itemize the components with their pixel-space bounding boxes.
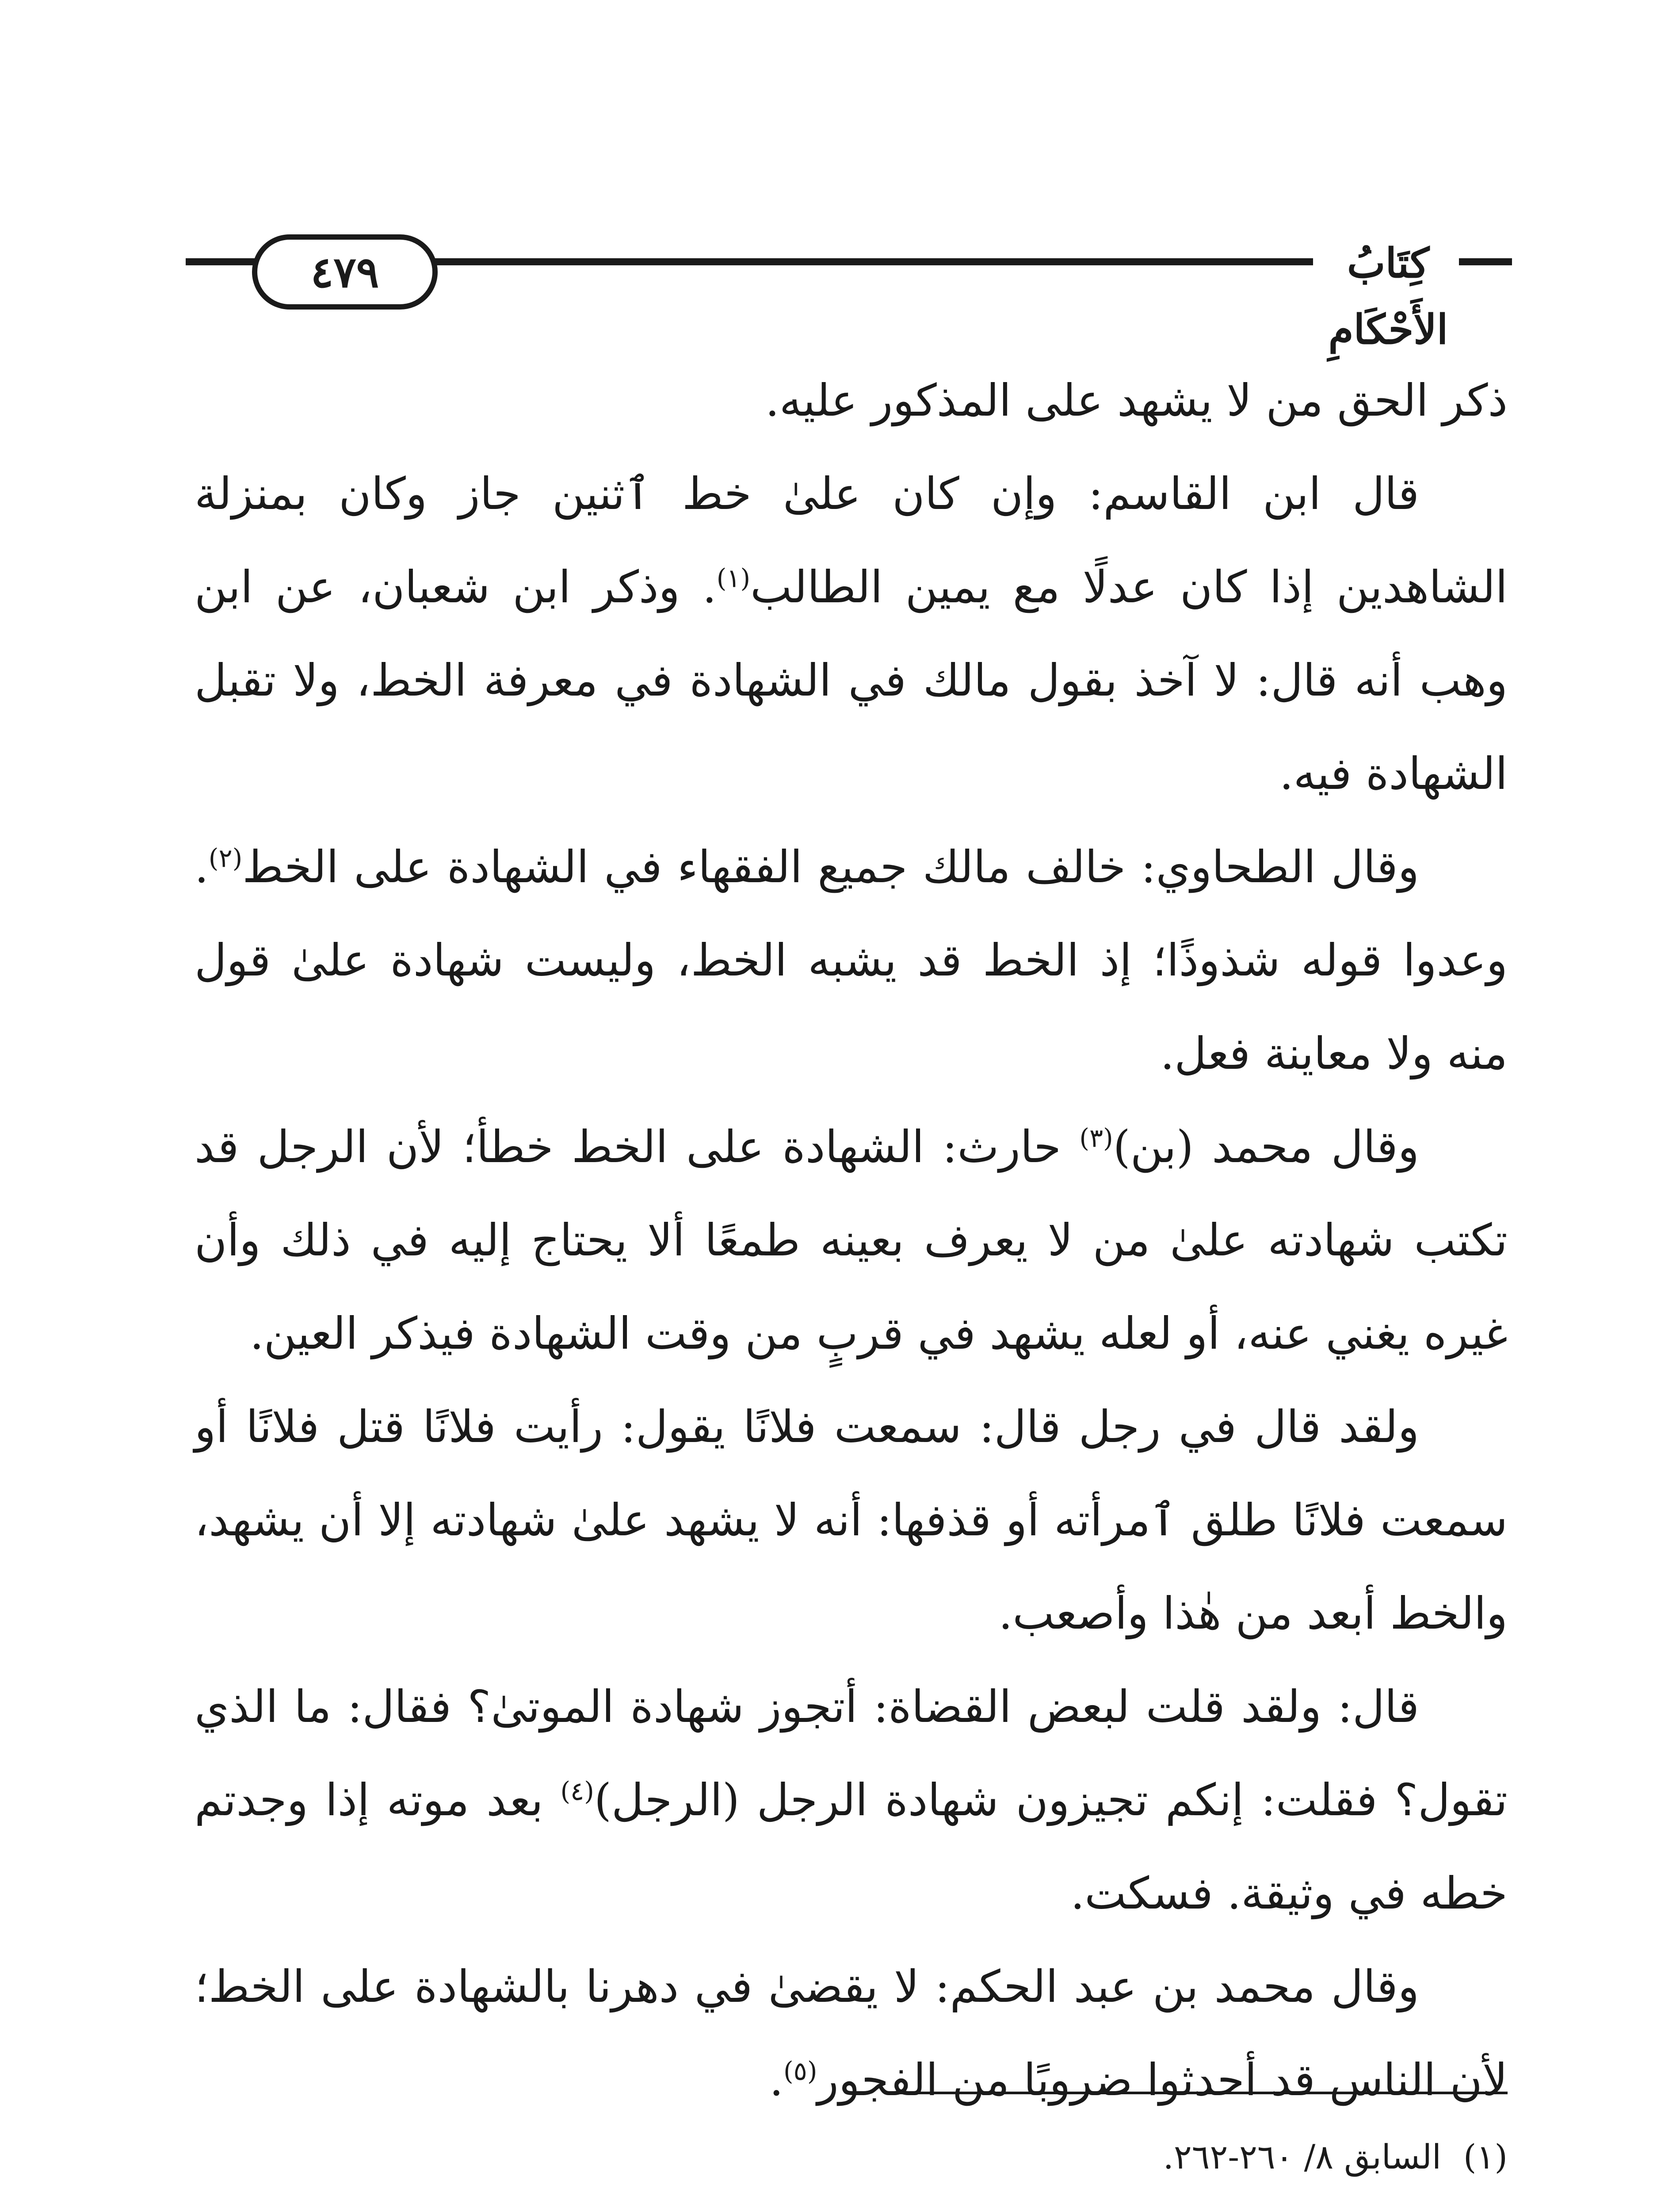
- footnote-marker[interactable]: (٣): [1079, 1123, 1113, 1153]
- footnote-text: السابق ٨/ ٢٦٠-٢٦٢.: [1163, 2137, 1441, 2177]
- running-title: كِتَابُ الأَحْكَامِ: [1328, 239, 1448, 353]
- page-header: [186, 230, 1512, 353]
- paragraph: [195, 1380, 1508, 1660]
- paragraph: [195, 1100, 1508, 1380]
- main-text: [195, 354, 1508, 2127]
- paragraph-text: وقال الطحاوي: خالف مالك جميع الفقهاء في الشهادة على الخط: [242, 841, 1420, 893]
- paragraph-text: وقال محمد (بن): [1113, 1121, 1419, 1173]
- footnote-row: [195, 2118, 1508, 2196]
- paragraph-text: ولقد قال في رجل قال: سمعت فلانًا يقول: رأيت فلانًا قتل فلانًا أو سمعت فلانًا طلق ٱمرأته أو قذفها: أنه لا يشهد علىٰ شهادته إلا أن يشهد، والخط أبعد من هٰذا وأصعب.: [195, 1401, 1508, 1639]
- paragraph-text: قال ابن القاسم: وإن كان علىٰ خط ٱثنين جاز وكان بمنزلة الشاهدين إذا كان عدلًا مع يمين الطالب: [195, 468, 1508, 613]
- footnote-marker[interactable]: (٥): [783, 2056, 817, 2086]
- footnote-number: (١): [1463, 2137, 1508, 2177]
- paragraph: [195, 1660, 1508, 1940]
- paragraph-text: حارث: الشهادة على الخط خطأ؛ لأن الرجل قد تكتب شهادته علىٰ من لا يعرف بعينه طمعًا ألا يحتاج إليه في ذلك وأن غيره يغني عنه، أو لعله يشهد في قربٍ من وقت الشهادة فيذكر العين.: [195, 1121, 1508, 1359]
- page-number-badge: [252, 234, 438, 310]
- page-number: ٤٧٩: [310, 247, 379, 297]
- header-rule-right: [1459, 258, 1512, 265]
- paragraph-text: وقال محمد بن عبد الحكم: لا يقضىٰ في دهرنا بالشهادة على الخط؛ لأن الناس قد أحدثوا ضروبًا من الفجور: [195, 1961, 1508, 2106]
- paragraph-text: قال: ولقد قلت لبعض القضاة: أتجوز شهادة الموتىٰ؟ فقال: ما الذي تقول؟ فقلت: إنكم تجيزون شهادة الرجل (الرجل): [195, 1681, 1508, 1826]
- paragraph-text: .: [769, 2054, 784, 2106]
- header-rule-middle: [433, 258, 1313, 265]
- paragraph-text: . وعدوا قوله شذوذًا؛ إذ الخط قد يشبه الخط، وليست شهادة علىٰ قول منه ولا معاينة فعل.: [195, 841, 1508, 1079]
- paragraph: [195, 820, 1508, 1100]
- paragraph: [195, 1940, 1508, 2127]
- footnote-separator: [884, 2092, 1508, 2094]
- header-rule-left: [186, 258, 256, 265]
- footnote-marker[interactable]: (٤): [560, 1776, 594, 1806]
- paragraph-text: . وذكر ابن شعبان، عن ابن وهب أنه قال: لا آخذ بقول مالك في الشهادة في معرفة الخط، ولا تقبل الشهادة فيه.: [195, 561, 1508, 799]
- footnote-row: [195, 2196, 1508, 2211]
- footnotes: [195, 2118, 1508, 2211]
- paragraph: [195, 447, 1508, 820]
- footnote-number: [1441, 2196, 1508, 2211]
- footnote-marker[interactable]: (٢): [208, 843, 243, 873]
- footnote: [844, 2196, 1508, 2211]
- footnote-marker[interactable]: (١): [716, 563, 751, 593]
- footnote-text: [844, 2196, 1441, 2211]
- paragraph-text: ذكر الحق من لا يشهد على المذكور عليه.: [765, 375, 1508, 426]
- footnote: [844, 2118, 1508, 2196]
- paragraph-text: بعد موته إذا وجدتم خطه في وثيقة. فسكت.: [195, 1774, 1508, 1919]
- paragraph: [195, 354, 1508, 447]
